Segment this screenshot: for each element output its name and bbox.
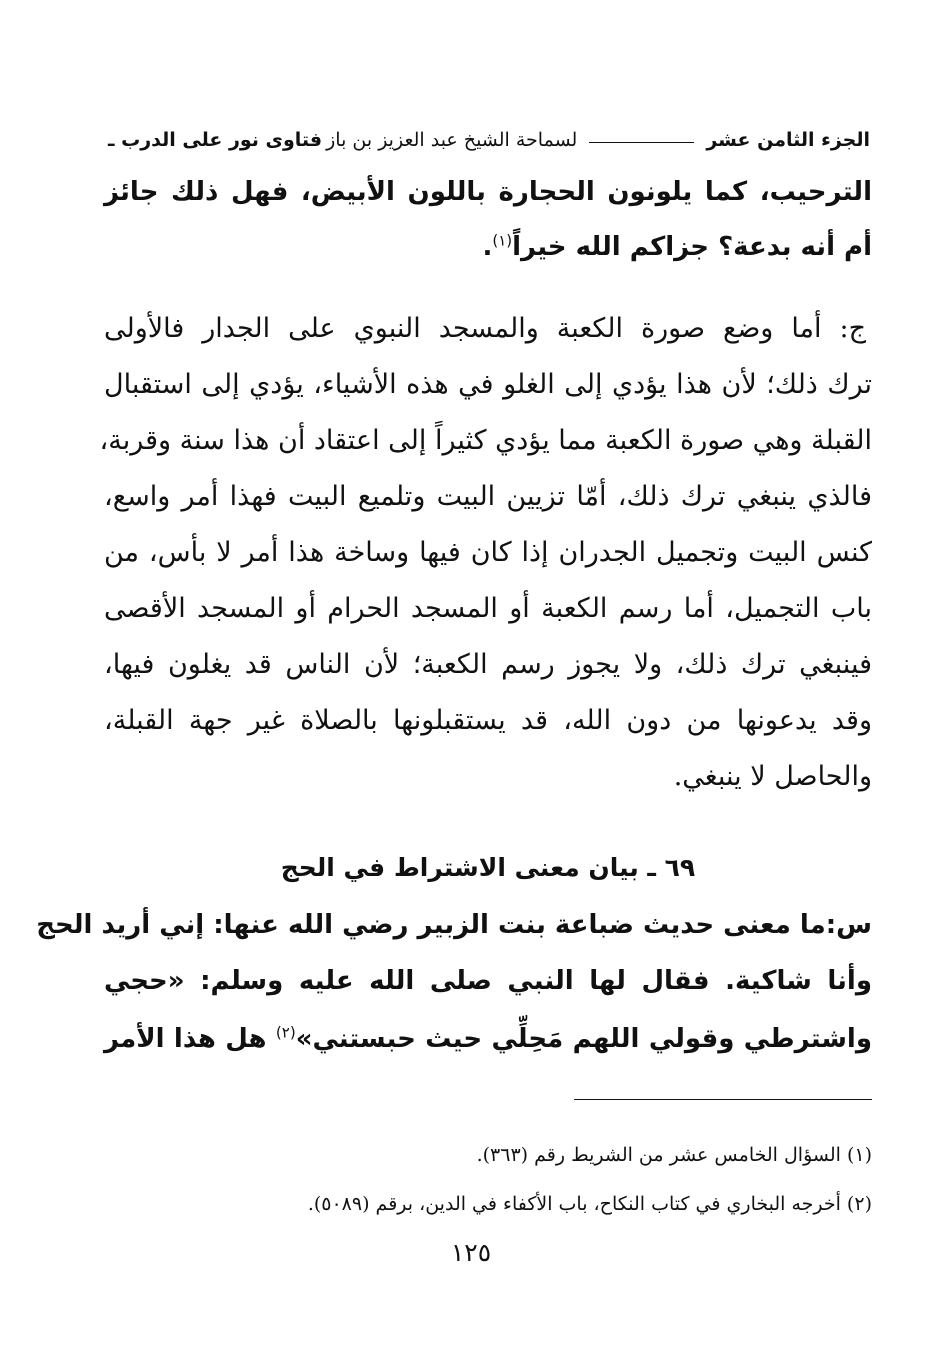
question-line-3-part-b: هل هذا الأمر: [104, 1024, 276, 1054]
question-line-1: س:ما معنى حديث ضباعة بنت الزبير رضي الله عنها: إني أريد الحج: [36, 910, 872, 940]
header-rule: [589, 142, 694, 143]
footnote-1: (١) السؤال الخامس عشر من الشريط رقم (٣٦٣).: [476, 1144, 872, 1166]
answer-line-1: ج: أما وضع صورة الكعبة والمسجد النبوي على الجدار فالأولى: [104, 313, 866, 344]
question-continued-text: أم أنه بدعة؟ جزاكم الله خيراً: [512, 232, 872, 262]
header-author: لسماحة الشيخ عبد العزيز بن باز: [326, 129, 578, 151]
answer-line-3: القبلة وهي صورة الكعبة مما يؤدي كثيراً إلى اعتقاد أن هذا سنة وقربة،: [99, 425, 872, 456]
answer-line-4: فالذي ينبغي ترك ذلك، أمّا تزيين البيت وتلميع البيت فهذا أمر واسع،: [104, 481, 872, 512]
footnote-separator: [574, 1099, 872, 1100]
question-line-3-part-a: واشترطي وقولي اللهم مَحِلِّي حيث حبستني»: [295, 1024, 872, 1054]
answer-line-5: كنس البيت وتجميل الجدران إذا كان فيها وساخة هذا أمر لا بأس، من: [104, 537, 872, 568]
section-heading: ٦٩ ـ بيان معنى الاشتراط في الحج: [280, 853, 696, 882]
question-continued-line-1: الترحيب، كما يلونون الحجارة باللون الأبيض، فهل ذلك جائز: [104, 177, 872, 207]
answer-line-7: فينبغي ترك ذلك، ولا يجوز رسم الكعبة؛ لأن الناس قد يغلون فيها،: [104, 649, 872, 680]
answer-line-2: ترك ذلك؛ لأن هذا يؤدي إلى الغلو في هذه الأشياء، يؤدي إلى استقبال: [104, 369, 872, 400]
question-line-3: [104, 1011, 872, 1067]
footnote-ref-1: (١): [492, 231, 513, 250]
answer-line-8: وقد يدعونها من دون الله، قد يستقبلونها بالصلاة غير جهة القبلة،: [104, 705, 872, 736]
page-number: ١٢٥: [450, 1238, 492, 1267]
running-header: [108, 123, 870, 157]
header-book-title: فتاوى نور على الدرب ـ: [108, 129, 323, 151]
header-volume: الجزء الثامن عشر: [706, 129, 870, 151]
answer-line-9: والحاصل لا ينبغي.: [673, 761, 872, 792]
question-continued-end: .: [482, 232, 493, 262]
question-continued-line-2: [104, 219, 872, 275]
question-line-2: وأنا شاكية. فقال لها النبي صلى الله عليه وسلم: «حجي: [104, 966, 872, 996]
footnote-2: (٢) أخرجه البخاري في كتاب النكاح، باب الأكفاء في الدين، برقم (٥٠٨٩).: [307, 1193, 872, 1215]
answer-line-6: باب التجميل، أما رسم الكعبة أو المسجد الحرام أو المسجد الأقصى: [104, 593, 872, 624]
footnote-ref-2: (٢): [275, 1023, 296, 1042]
